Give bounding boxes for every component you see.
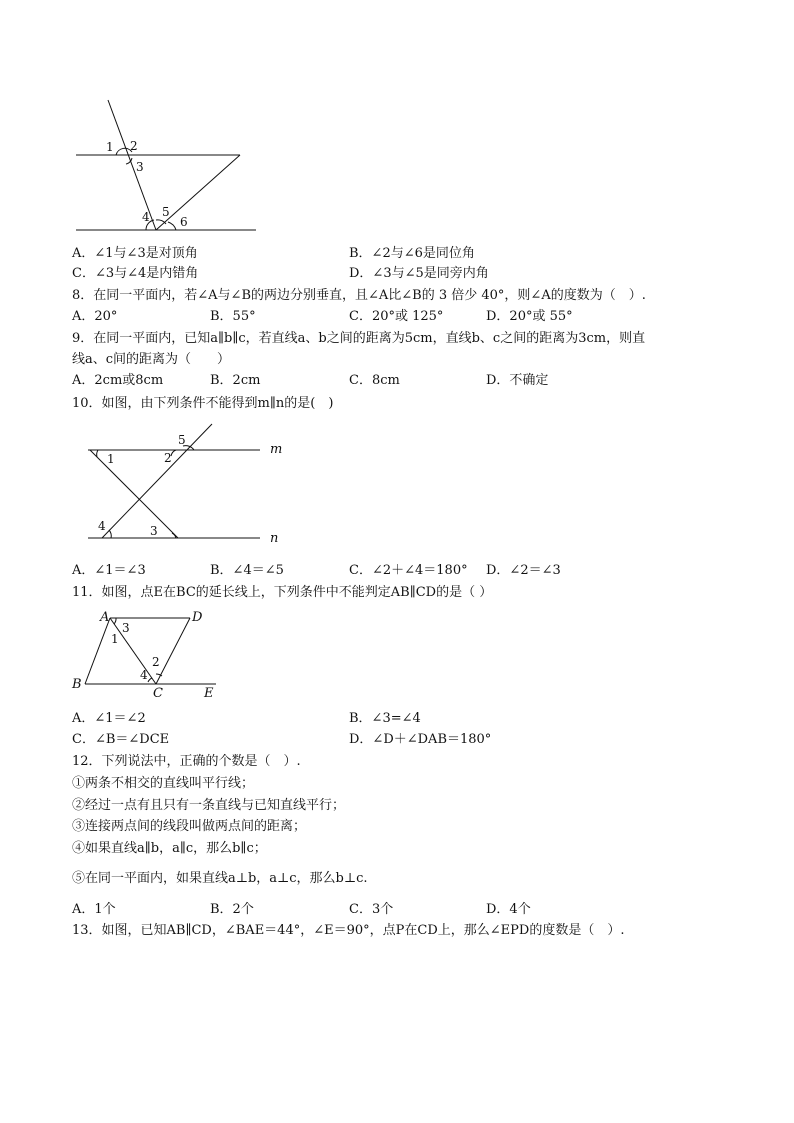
q11-option-c: C．∠B＝∠DCE [72,732,170,747]
q11-options-row-2 [72,731,732,749]
fig11-label-d: D [192,610,203,625]
fig11-label-b: B [72,677,82,692]
fig11-label-1: 1 [111,632,119,646]
figure-q7 [70,100,270,240]
fig7-label-3: 3 [136,160,144,174]
q11-option-d: D．∠D＋∠DAB＝180° [349,732,492,747]
fig7-label-5: 5 [162,205,170,219]
q9-option-d: D．不确定 [486,373,549,388]
q8-option-a: A．20° [72,309,118,324]
q12-statement-3: ③连接两点间的线段叫做两点间的距离； [72,819,307,834]
fig7-label-6: 6 [180,215,188,229]
q7-option-a: A．∠1与∠3是对顶角 [72,246,198,261]
fig10-label-4: 4 [98,519,106,533]
q10-option-c: C．∠2＋∠4＝180° [349,563,468,578]
q7-options-row-2 [72,265,732,283]
q12-option-a: A．1个 [72,902,116,917]
q8-option-c: C．20°或 125° [349,309,444,324]
q12-option-d: D．4个 [486,902,531,917]
q8-options [72,308,732,326]
fig7-label-4: 4 [142,210,150,224]
q10-options [72,562,732,580]
q7-option-d: D．∠3与∠5是同旁内角 [349,266,489,281]
q11-stem: 11．如图，点E在BC的延长线上，下列条件中不能判定AB∥CD的是（ ） [72,585,493,600]
q12-option-c: C．3个 [349,902,394,917]
q10-option-d: D．∠2＝∠3 [486,563,561,578]
q12-stem: 12．下列说法中，正确的个数是（ ）. [72,754,301,769]
q12-option-b: B．2个 [210,902,254,917]
q13-stem: 13．如图，已知AB∥CD，∠BAE＝44°，∠E＝90°，点P在CD上，那么∠EPD的度数是（ ）. [72,923,625,938]
fig11-label-4: 4 [140,668,148,682]
q8-option-b: B．55° [210,309,256,324]
q8-option-d: D．20°或 55° [486,309,573,324]
fig10-label-2: 2 [164,451,172,465]
q12-statement-5: ⑤在同一平面内，如果直线a⊥b，a⊥c，那么b⊥c. [72,871,368,886]
fig10-label-n: n [270,531,279,546]
q12-statement-4: ④如果直线a∥b，a∥c，那么b∥c； [72,841,267,856]
figure-q10 [80,420,300,550]
q9-option-a: A．2cm或8cm [72,373,164,388]
figure-q11 [68,608,228,703]
q12-statement-2: ②经过一点有且只有一条直线与已知直线平行； [72,798,346,813]
q9-stem-line-2: 线a、c间的距离为（ ） [72,352,231,367]
fig10-label-1: 1 [107,452,115,466]
fig11-label-c: C [153,686,163,701]
q7-options-row-1 [72,245,732,263]
fig7-label-1: 1 [106,140,114,154]
q11-options-row-1 [72,710,732,728]
q12-options [72,901,732,919]
q9-options [72,372,732,390]
fig10-label-3: 3 [150,524,158,538]
q10-option-b: B．∠4＝∠5 [210,563,284,578]
fig10-label-5: 5 [178,433,186,447]
fig11-label-e: E [204,686,214,701]
q11-option-a: A．∠1＝∠2 [72,711,146,726]
fig11-label-3: 3 [122,621,130,635]
q10-stem: 10．如图，由下列条件不能得到m∥n的是( ) [72,396,334,411]
fig10-label-m: m [270,442,283,457]
q9-option-c: C．8cm [349,373,400,388]
q10-option-a: A．∠1＝∠3 [72,563,146,578]
q7-option-c: C．∠3与∠4是内错角 [72,266,199,281]
fig11-label-a: A [100,610,110,625]
q12-statement-1: ①两条不相交的直线叫平行线； [72,776,255,791]
q8-stem: 8．在同一平面内，若∠A与∠B的两边分别垂直，且∠A比∠B的 3 倍少 40°，则∠A的度数为（ ）. [72,288,646,303]
q9-stem-line-1: 9．在同一平面内，已知a∥b∥c，若直线a、b之间的距离为5cm，直线b、c之间的距离为3cm，则直 [72,331,646,346]
fig11-label-2: 2 [152,655,160,669]
fig7-label-2: 2 [130,139,138,153]
q9-option-b: B．2cm [210,373,261,388]
q11-option-b: B．∠3=∠4 [349,711,421,726]
q7-option-b: B．∠2与∠6是同位角 [349,246,475,261]
